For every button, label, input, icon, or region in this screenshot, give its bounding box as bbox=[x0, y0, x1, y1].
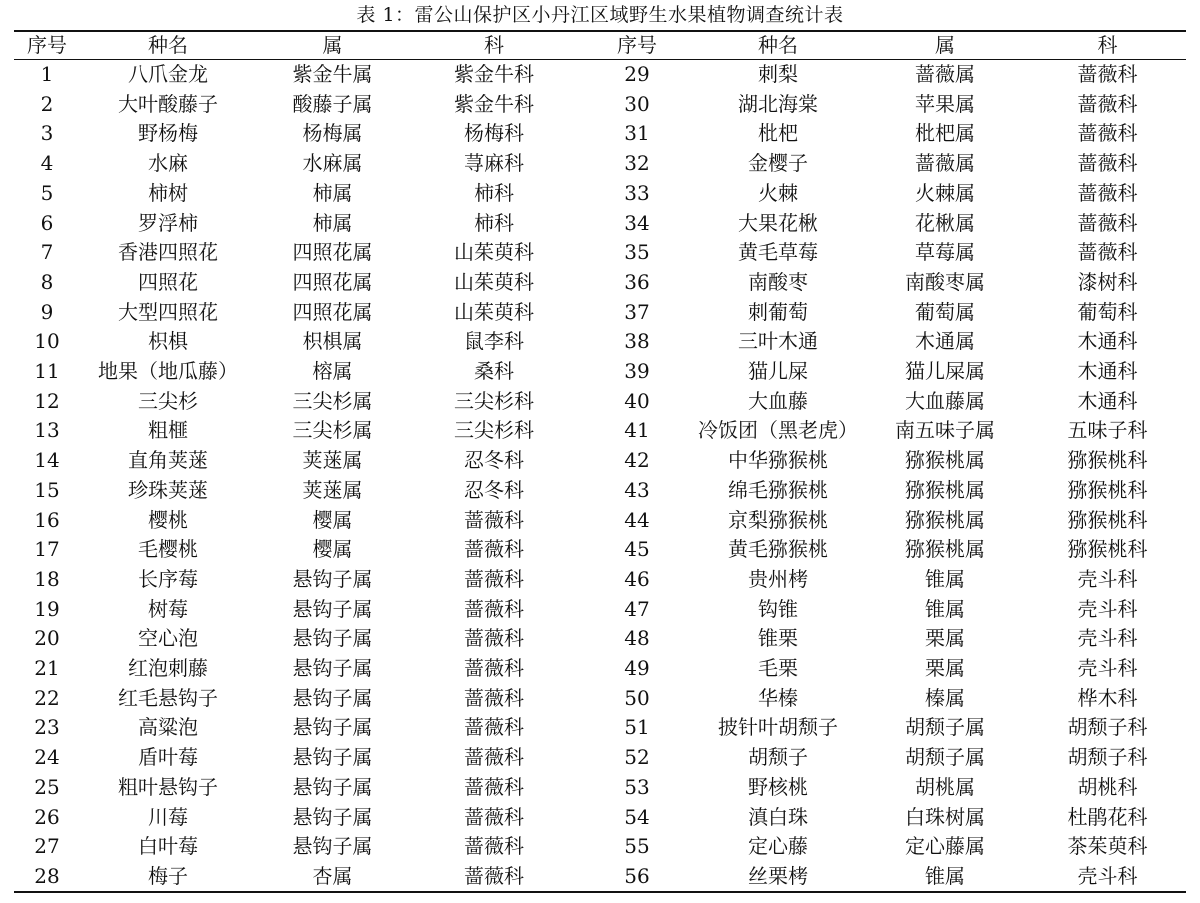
left-species-cell: 大叶酸藤子 bbox=[118, 91, 218, 116]
left-genus-cell: 悬钩子属 bbox=[292, 715, 373, 740]
right-serial-cell: 41 bbox=[624, 418, 650, 443]
left-serial-cell: 7 bbox=[40, 240, 54, 265]
right-species-cell: 定心藤 bbox=[748, 834, 808, 859]
right-genus-cell: 锥属 bbox=[925, 596, 965, 621]
right-serial-cell: 49 bbox=[624, 656, 650, 681]
table-row bbox=[14, 119, 1186, 149]
right-family-cell: 木通科 bbox=[1077, 329, 1138, 354]
table-body bbox=[14, 59, 1186, 892]
table-row bbox=[14, 298, 1186, 328]
right-species-cell: 贵州栲 bbox=[748, 566, 808, 591]
table-row bbox=[14, 357, 1186, 387]
left-family-cell: 蔷薇科 bbox=[464, 507, 524, 532]
left-genus-cell: 三尖杉属 bbox=[292, 388, 373, 413]
table-row bbox=[14, 446, 1186, 476]
right-genus-cell: 猕猴桃属 bbox=[905, 477, 985, 502]
right-serial-cell: 33 bbox=[624, 180, 650, 205]
right-serial-cell: 36 bbox=[624, 269, 650, 294]
left-family-cell: 蔷薇科 bbox=[464, 537, 524, 562]
left-genus-cell: 水麻属 bbox=[302, 151, 363, 176]
bottom-rule bbox=[14, 891, 1186, 893]
left-serial-cell: 12 bbox=[34, 388, 60, 413]
right-species-cell: 黄毛草莓 bbox=[738, 240, 818, 265]
left-species-cell: 八爪金龙 bbox=[128, 62, 208, 86]
right-species-cell: 三叶木通 bbox=[738, 329, 818, 354]
right-species-cell: 披针叶胡颓子 bbox=[718, 715, 838, 740]
right-serial-cell: 35 bbox=[624, 240, 650, 265]
right-family-cell: 蔷薇科 bbox=[1077, 121, 1138, 146]
left-family-cell: 杨梅科 bbox=[464, 121, 524, 146]
right-genus-cell: 栗属 bbox=[925, 626, 965, 651]
right-genus-cell: 木通属 bbox=[915, 329, 975, 354]
right-genus-cell: 胡颓子属 bbox=[905, 745, 985, 770]
left-species-cell: 白叶莓 bbox=[138, 834, 198, 859]
right-genus-cell: 南酸枣属 bbox=[905, 269, 985, 294]
left-genus-cell: 柿属 bbox=[312, 180, 353, 205]
right-family-cell: 蔷薇科 bbox=[1077, 91, 1138, 116]
right-serial-cell: 42 bbox=[624, 448, 650, 473]
left-family-cell: 蔷薇科 bbox=[464, 596, 524, 621]
left-species-cell: 罗浮柿 bbox=[138, 210, 198, 235]
right-species-cell: 钩锥 bbox=[758, 596, 798, 621]
right-family-cell: 胡颓子科 bbox=[1067, 715, 1148, 740]
right-genus-cell: 火棘属 bbox=[915, 180, 975, 205]
left-family-cell: 紫金牛科 bbox=[454, 62, 534, 86]
left-serial-cell: 2 bbox=[40, 91, 54, 116]
left-serial-cell: 22 bbox=[34, 685, 60, 710]
right-species-cell: 枇杷 bbox=[758, 121, 798, 146]
left-serial-cell: 1 bbox=[40, 62, 54, 86]
left-genus-cell: 紫金牛属 bbox=[292, 62, 373, 86]
table-row bbox=[14, 476, 1186, 506]
left-species-cell: 直角荚蒾 bbox=[128, 448, 208, 473]
left-species-cell: 四照花 bbox=[138, 269, 198, 294]
left-serial-cell: 18 bbox=[34, 566, 60, 591]
right-species-cell: 大血藤 bbox=[748, 388, 808, 413]
right-species-cell: 滇白珠 bbox=[748, 804, 808, 829]
right-serial-cell: 47 bbox=[624, 596, 650, 621]
left-species-cell: 毛樱桃 bbox=[138, 537, 198, 562]
right-species-cell: 锥栗 bbox=[758, 626, 798, 651]
right-species-cell: 京梨猕猴桃 bbox=[728, 507, 828, 532]
left-species-cell: 三尖杉 bbox=[138, 388, 198, 413]
left-genus-cell: 悬钩子属 bbox=[292, 745, 373, 770]
left-species-cell: 地果（地瓜藤） bbox=[98, 359, 238, 384]
right-genus-cell: 定心藤属 bbox=[905, 834, 985, 859]
right-species-cell: 大果花楸 bbox=[738, 210, 818, 235]
left-family-cell: 鼠李科 bbox=[464, 329, 524, 354]
left-serial-cell: 24 bbox=[34, 745, 60, 770]
left-species-cell: 樱桃 bbox=[148, 507, 188, 532]
right-family-cell: 五味子科 bbox=[1067, 418, 1148, 443]
right-family-cell: 壳斗科 bbox=[1077, 656, 1138, 681]
right-serial-cell: 53 bbox=[624, 774, 650, 799]
left-species-cell: 树莓 bbox=[148, 596, 188, 621]
table-row bbox=[14, 803, 1186, 833]
right-genus-cell: 白珠树属 bbox=[905, 804, 985, 829]
left-genus-cell: 悬钩子属 bbox=[292, 566, 373, 591]
left-species-cell: 水麻 bbox=[148, 151, 188, 176]
left-genus-cell: 荚蒾属 bbox=[302, 477, 363, 502]
right-genus-cell: 胡颓子属 bbox=[905, 715, 985, 740]
right-family-cell: 蔷薇科 bbox=[1077, 180, 1138, 205]
left-genus-cell: 悬钩子属 bbox=[292, 804, 373, 829]
right-species-cell: 刺葡萄 bbox=[748, 299, 808, 324]
right-species-cell: 丝栗栲 bbox=[748, 863, 808, 888]
right-serial-cell: 39 bbox=[624, 359, 650, 384]
left-serial-cell: 16 bbox=[34, 507, 60, 532]
left-species-cell: 盾叶莓 bbox=[138, 745, 198, 770]
right-genus-cell: 蔷薇属 bbox=[915, 62, 975, 86]
right-family-cell: 木通科 bbox=[1077, 359, 1138, 384]
left-species-cell: 粗叶悬钩子 bbox=[118, 774, 218, 799]
table-title: 表 1：雷公山保护区小丹江区域野生水果植物调查统计表 bbox=[356, 4, 844, 26]
left-family-cell: 蔷薇科 bbox=[464, 656, 524, 681]
right-family-cell: 壳斗科 bbox=[1077, 596, 1138, 621]
header-genus-left: 属 bbox=[322, 33, 343, 57]
left-genus-cell: 四照花属 bbox=[292, 299, 373, 324]
right-species-cell: 南酸枣 bbox=[748, 269, 808, 294]
left-serial-cell: 28 bbox=[34, 863, 60, 888]
table-row bbox=[14, 179, 1186, 209]
left-serial-cell: 15 bbox=[34, 477, 60, 502]
right-family-cell: 蔷薇科 bbox=[1077, 151, 1138, 176]
left-family-cell: 山茱萸科 bbox=[454, 240, 534, 265]
table-row bbox=[14, 149, 1186, 179]
left-family-cell: 柿科 bbox=[474, 210, 514, 235]
right-genus-cell: 花楸属 bbox=[915, 210, 975, 235]
right-species-cell: 野核桃 bbox=[748, 774, 808, 799]
right-genus-cell: 猫儿屎属 bbox=[905, 359, 985, 384]
table-row bbox=[14, 268, 1186, 298]
plant-survey-table bbox=[14, 31, 1186, 892]
right-serial-cell: 34 bbox=[624, 210, 650, 235]
table-row bbox=[14, 595, 1186, 625]
right-genus-cell: 锥属 bbox=[925, 566, 965, 591]
left-genus-cell: 悬钩子属 bbox=[292, 596, 373, 621]
left-species-cell: 高粱泡 bbox=[138, 715, 198, 740]
right-species-cell: 湖北海棠 bbox=[738, 91, 818, 116]
right-family-cell: 杜鹃花科 bbox=[1067, 804, 1148, 829]
right-genus-cell: 榛属 bbox=[925, 685, 965, 710]
right-genus-cell: 猕猴桃属 bbox=[905, 507, 985, 532]
left-genus-cell: 荚蒾属 bbox=[302, 448, 363, 473]
left-family-cell: 忍冬科 bbox=[464, 477, 524, 502]
header-serial-left: 序号 bbox=[27, 33, 67, 57]
left-species-cell: 野杨梅 bbox=[138, 121, 198, 146]
left-serial-cell: 13 bbox=[34, 418, 60, 443]
right-genus-cell: 猕猴桃属 bbox=[905, 537, 985, 562]
right-species-cell: 绵毛猕猴桃 bbox=[728, 477, 828, 502]
right-serial-cell: 55 bbox=[624, 834, 650, 859]
right-species-cell: 猫儿屎 bbox=[748, 359, 808, 384]
right-family-cell: 胡颓子科 bbox=[1067, 745, 1148, 770]
right-serial-cell: 56 bbox=[624, 863, 650, 888]
left-serial-cell: 27 bbox=[34, 834, 60, 859]
right-species-cell: 冷饭团（黑老虎） bbox=[698, 418, 858, 443]
left-family-cell: 蔷薇科 bbox=[464, 834, 524, 859]
right-species-cell: 刺梨 bbox=[758, 62, 798, 86]
left-serial-cell: 26 bbox=[34, 804, 60, 829]
right-family-cell: 猕猴桃科 bbox=[1067, 537, 1148, 562]
left-genus-cell: 樱属 bbox=[312, 507, 353, 532]
left-serial-cell: 14 bbox=[34, 448, 60, 473]
left-serial-cell: 25 bbox=[34, 774, 60, 799]
table-row bbox=[14, 713, 1186, 743]
table-row bbox=[14, 506, 1186, 536]
left-species-cell: 空心泡 bbox=[138, 626, 198, 651]
left-serial-cell: 10 bbox=[34, 329, 60, 354]
right-serial-cell: 50 bbox=[624, 685, 650, 710]
left-serial-cell: 3 bbox=[40, 121, 54, 146]
left-genus-cell: 杨梅属 bbox=[302, 121, 363, 146]
right-species-cell: 金樱子 bbox=[748, 151, 808, 176]
table-row bbox=[14, 209, 1186, 239]
left-serial-cell: 5 bbox=[40, 180, 54, 205]
right-family-cell: 猕猴桃科 bbox=[1067, 477, 1148, 502]
right-genus-cell: 大血藤属 bbox=[905, 388, 985, 413]
left-genus-cell: 枳椇属 bbox=[302, 329, 363, 354]
right-family-cell: 茶茱萸科 bbox=[1067, 834, 1148, 859]
left-species-cell: 粗榧 bbox=[148, 418, 188, 443]
left-species-cell: 红毛悬钩子 bbox=[118, 685, 218, 710]
right-family-cell: 壳斗科 bbox=[1077, 626, 1138, 651]
left-family-cell: 山茱萸科 bbox=[454, 269, 534, 294]
left-species-cell: 红泡刺藤 bbox=[128, 656, 208, 681]
right-family-cell: 蔷薇科 bbox=[1077, 240, 1138, 265]
right-family-cell: 漆树科 bbox=[1077, 269, 1138, 294]
right-serial-cell: 51 bbox=[624, 715, 650, 740]
right-serial-cell: 40 bbox=[624, 388, 650, 413]
left-family-cell: 荨麻科 bbox=[464, 151, 524, 176]
left-family-cell: 三尖杉科 bbox=[454, 418, 534, 443]
left-serial-cell: 21 bbox=[34, 656, 60, 681]
right-genus-cell: 锥属 bbox=[925, 863, 965, 888]
left-species-cell: 柿树 bbox=[148, 180, 188, 205]
left-serial-cell: 23 bbox=[34, 715, 60, 740]
left-genus-cell: 悬钩子属 bbox=[292, 656, 373, 681]
left-family-cell: 山茱萸科 bbox=[454, 299, 534, 324]
header-species-left: 种名 bbox=[148, 33, 188, 57]
left-family-cell: 蔷薇科 bbox=[464, 626, 524, 651]
right-genus-cell: 枇杷属 bbox=[915, 121, 975, 146]
table-row bbox=[14, 565, 1186, 595]
right-serial-cell: 38 bbox=[624, 329, 650, 354]
right-serial-cell: 31 bbox=[624, 121, 650, 146]
table-row bbox=[14, 238, 1186, 268]
left-serial-cell: 6 bbox=[40, 210, 54, 235]
left-family-cell: 蔷薇科 bbox=[464, 566, 524, 591]
table-row bbox=[14, 862, 1186, 892]
right-genus-cell: 猕猴桃属 bbox=[905, 448, 985, 473]
header-family-right: 科 bbox=[1097, 33, 1118, 57]
left-serial-cell: 17 bbox=[34, 537, 60, 562]
table-row bbox=[14, 684, 1186, 714]
right-family-cell: 葡萄科 bbox=[1077, 299, 1138, 324]
left-serial-cell: 4 bbox=[40, 151, 54, 176]
left-genus-cell: 酸藤子属 bbox=[292, 91, 373, 116]
left-family-cell: 三尖杉科 bbox=[454, 388, 534, 413]
right-family-cell: 蔷薇科 bbox=[1077, 62, 1138, 86]
right-family-cell: 猕猴桃科 bbox=[1067, 507, 1148, 532]
right-serial-cell: 30 bbox=[624, 91, 650, 116]
right-family-cell: 壳斗科 bbox=[1077, 863, 1138, 888]
right-family-cell: 壳斗科 bbox=[1077, 566, 1138, 591]
left-genus-cell: 悬钩子属 bbox=[292, 774, 373, 799]
left-genus-cell: 杏属 bbox=[312, 863, 353, 888]
left-species-cell: 大型四照花 bbox=[118, 299, 218, 324]
right-serial-cell: 48 bbox=[624, 626, 650, 651]
right-species-cell: 胡颓子 bbox=[748, 745, 808, 770]
header-serial-right: 序号 bbox=[617, 33, 657, 57]
left-family-cell: 紫金牛科 bbox=[454, 91, 534, 116]
right-genus-cell: 胡桃属 bbox=[915, 774, 975, 799]
left-species-cell: 梅子 bbox=[148, 863, 188, 888]
left-family-cell: 蔷薇科 bbox=[464, 863, 524, 888]
right-genus-cell: 蔷薇属 bbox=[915, 151, 975, 176]
right-serial-cell: 32 bbox=[624, 151, 650, 176]
right-family-cell: 猕猴桃科 bbox=[1067, 448, 1148, 473]
left-species-cell: 珍珠荚蒾 bbox=[128, 477, 208, 502]
left-species-cell: 香港四照花 bbox=[118, 240, 218, 265]
left-genus-cell: 柿属 bbox=[312, 210, 353, 235]
left-genus-cell: 四照花属 bbox=[292, 269, 373, 294]
right-family-cell: 桦木科 bbox=[1077, 685, 1138, 710]
left-genus-cell: 悬钩子属 bbox=[292, 626, 373, 651]
right-genus-cell: 苹果属 bbox=[915, 91, 975, 116]
right-species-cell: 火棘 bbox=[758, 180, 798, 205]
right-species-cell: 黄毛猕猴桃 bbox=[728, 537, 828, 562]
left-serial-cell: 20 bbox=[34, 626, 60, 651]
left-family-cell: 柿科 bbox=[474, 180, 514, 205]
left-species-cell: 枳椇 bbox=[148, 329, 188, 354]
left-family-cell: 忍冬科 bbox=[464, 448, 524, 473]
table-row bbox=[14, 327, 1186, 357]
right-serial-cell: 37 bbox=[624, 299, 650, 324]
table-row bbox=[14, 416, 1186, 446]
header-genus-right: 属 bbox=[935, 33, 955, 57]
left-family-cell: 蔷薇科 bbox=[464, 804, 524, 829]
right-serial-cell: 54 bbox=[624, 804, 650, 829]
header-species-right: 种名 bbox=[758, 33, 798, 57]
left-serial-cell: 9 bbox=[40, 299, 54, 324]
header-family-left: 科 bbox=[484, 33, 504, 57]
left-genus-cell: 悬钩子属 bbox=[292, 834, 373, 859]
right-serial-cell: 46 bbox=[624, 566, 650, 591]
table-row bbox=[14, 90, 1186, 120]
left-serial-cell: 8 bbox=[40, 269, 54, 294]
right-serial-cell: 44 bbox=[624, 507, 650, 532]
table-row bbox=[14, 387, 1186, 417]
table-row bbox=[14, 59, 1186, 90]
right-genus-cell: 草莓属 bbox=[915, 240, 975, 265]
left-family-cell: 蔷薇科 bbox=[464, 685, 524, 710]
table-row bbox=[14, 654, 1186, 684]
right-genus-cell: 葡萄属 bbox=[915, 299, 975, 324]
table-row bbox=[14, 743, 1186, 773]
right-species-cell: 华榛 bbox=[758, 685, 798, 710]
right-serial-cell: 43 bbox=[624, 477, 650, 502]
right-family-cell: 木通科 bbox=[1077, 388, 1138, 413]
table-row bbox=[14, 624, 1186, 654]
table-row bbox=[14, 832, 1186, 862]
left-genus-cell: 樱属 bbox=[312, 537, 353, 562]
right-serial-cell: 45 bbox=[624, 537, 650, 562]
right-family-cell: 蔷薇科 bbox=[1077, 210, 1138, 235]
left-family-cell: 蔷薇科 bbox=[464, 715, 524, 740]
right-serial-cell: 29 bbox=[624, 62, 650, 86]
table-header-row bbox=[14, 31, 1186, 59]
left-species-cell: 川莓 bbox=[148, 804, 188, 829]
left-genus-cell: 榕属 bbox=[312, 359, 353, 384]
left-species-cell: 长序莓 bbox=[138, 566, 198, 591]
right-species-cell: 中华猕猴桃 bbox=[728, 448, 828, 473]
left-family-cell: 蔷薇科 bbox=[464, 774, 524, 799]
right-genus-cell: 栗属 bbox=[925, 656, 965, 681]
right-serial-cell: 52 bbox=[624, 745, 650, 770]
table-row bbox=[14, 535, 1186, 565]
right-family-cell: 胡桃科 bbox=[1077, 774, 1138, 799]
right-species-cell: 毛栗 bbox=[758, 656, 798, 681]
left-genus-cell: 四照花属 bbox=[292, 240, 373, 265]
left-family-cell: 蔷薇科 bbox=[464, 745, 524, 770]
left-genus-cell: 三尖杉属 bbox=[292, 418, 373, 443]
left-genus-cell: 悬钩子属 bbox=[292, 685, 373, 710]
left-serial-cell: 11 bbox=[34, 359, 60, 384]
left-serial-cell: 19 bbox=[34, 596, 60, 621]
table-row bbox=[14, 773, 1186, 803]
left-family-cell: 桑科 bbox=[474, 359, 514, 384]
right-genus-cell: 南五味子属 bbox=[895, 418, 995, 443]
